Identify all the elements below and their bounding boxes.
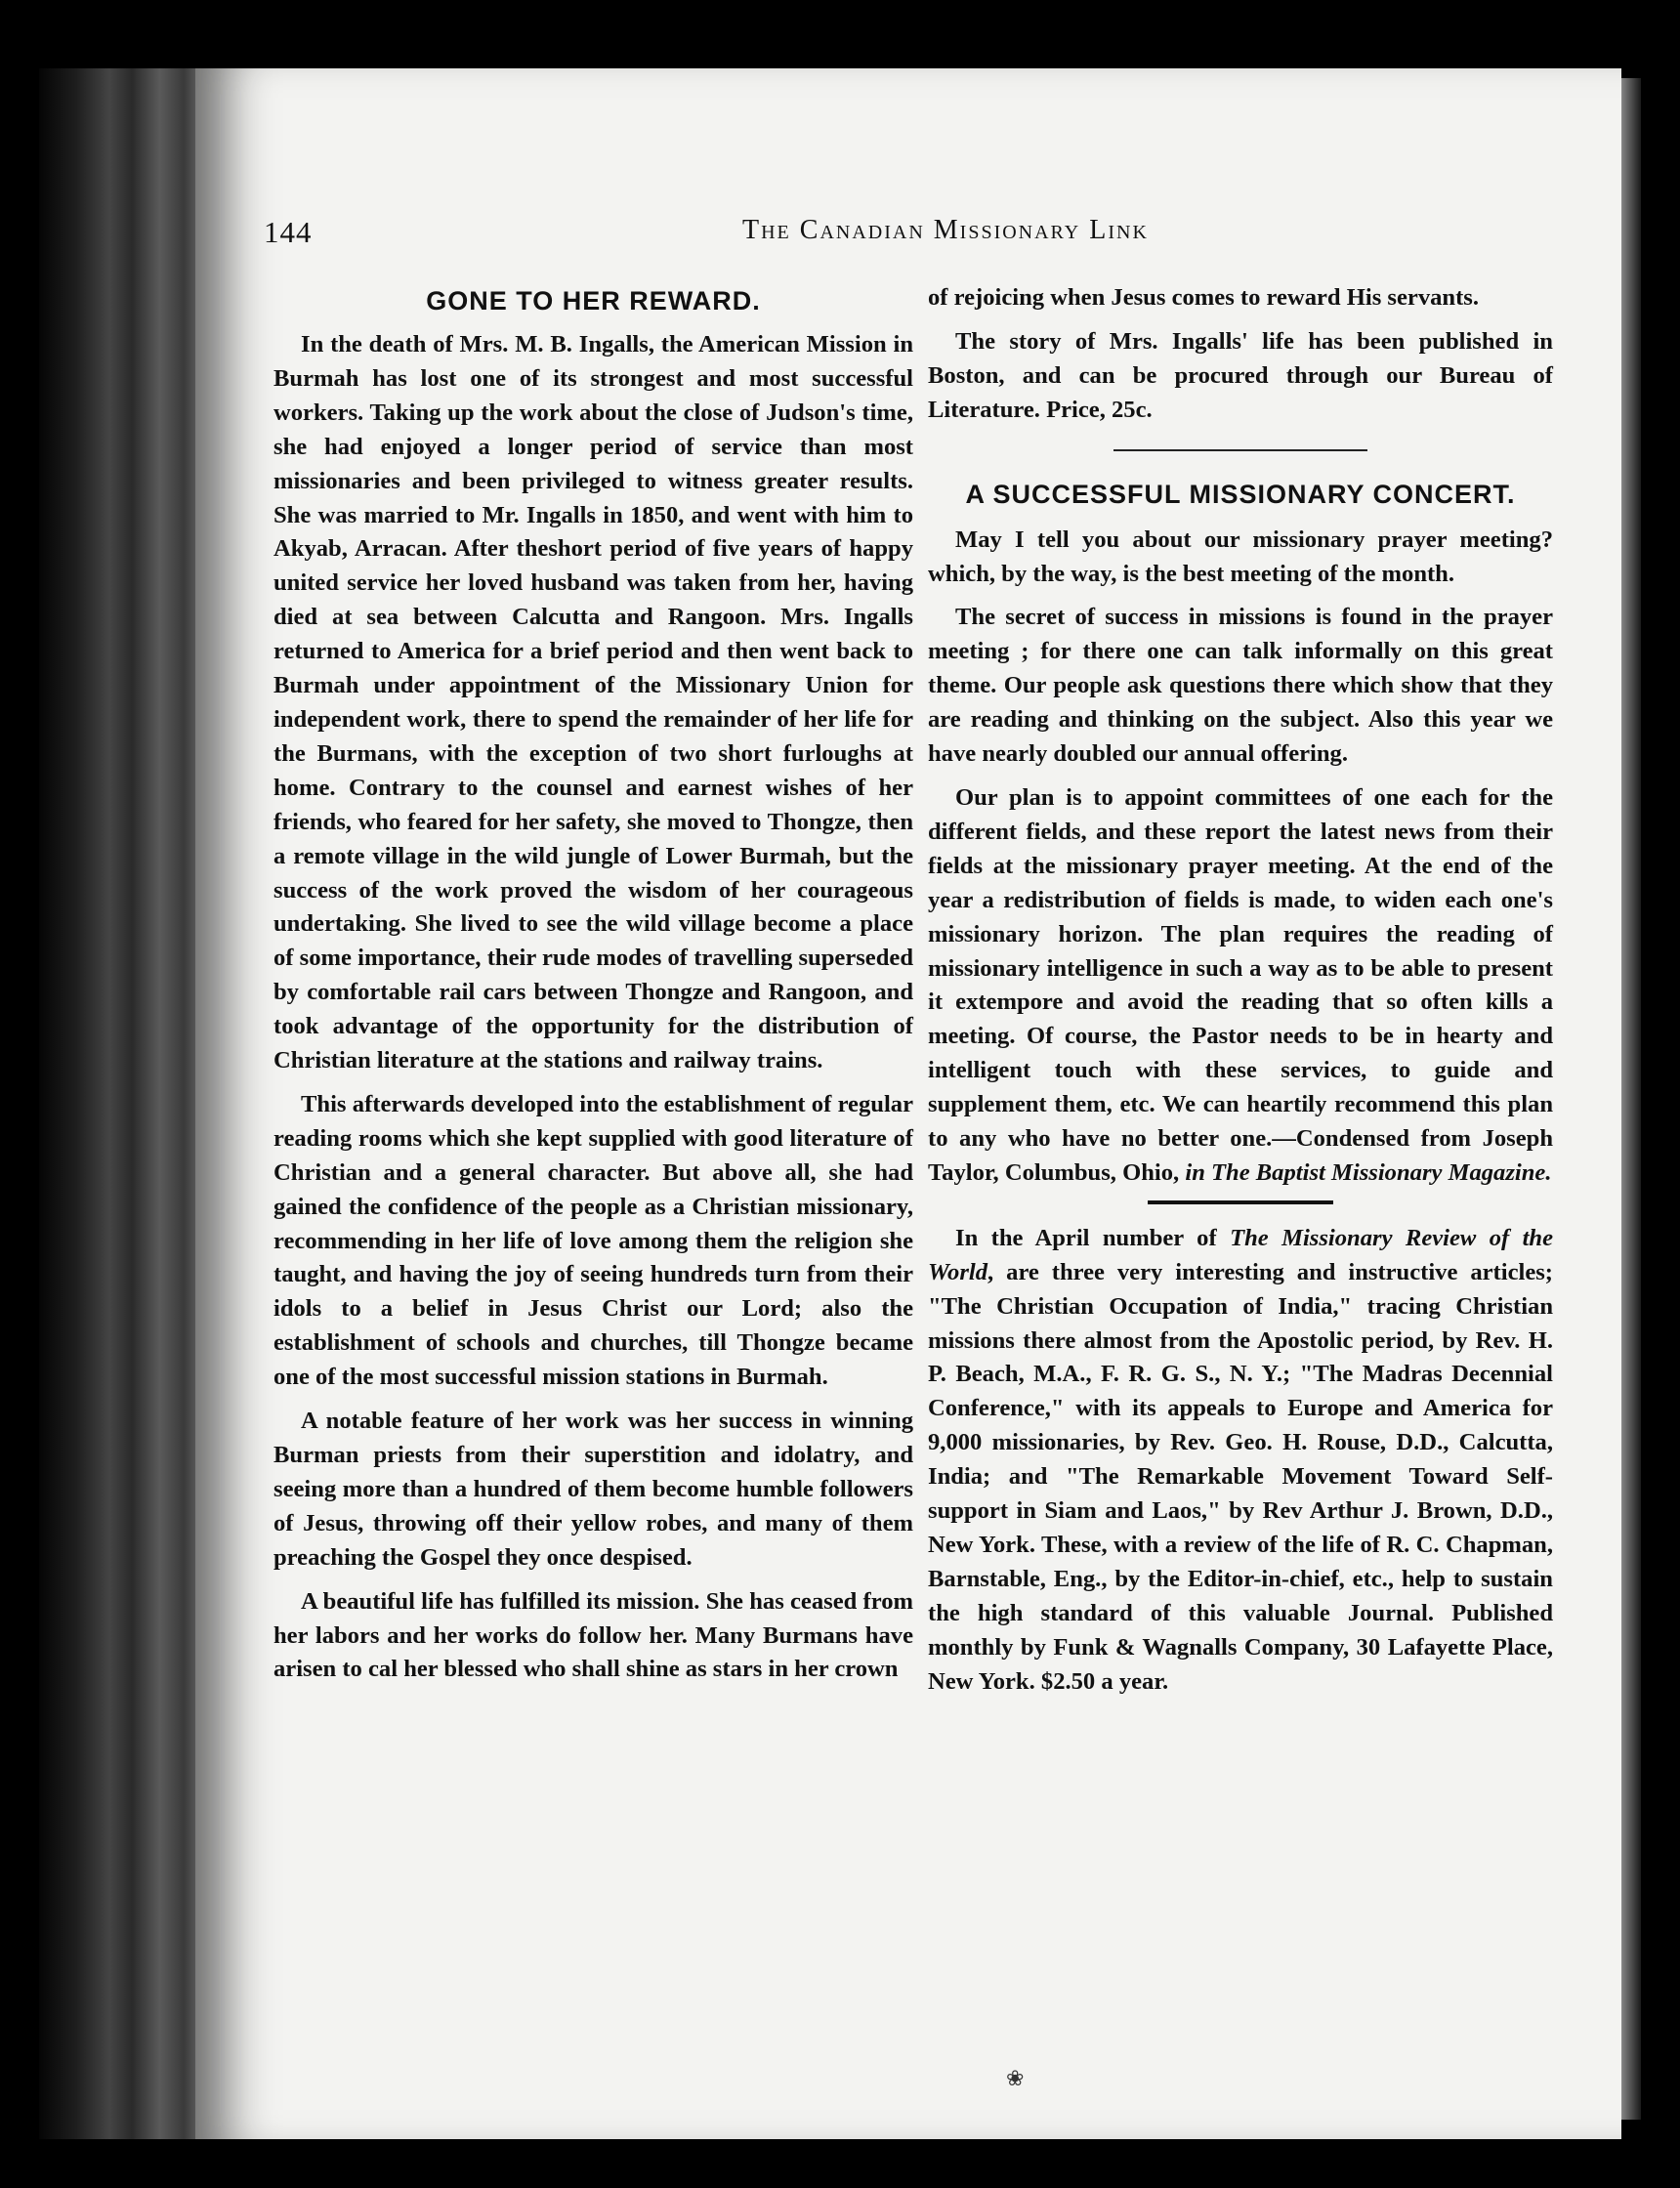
paragraph: In the death of Mrs. M. B. Ingalls, the American Mission in Burmah has lost one of its strongest and most successful workers. Taking up the work about the close of Judson's time, she had enjoyed a longer period of service than most missionaries and been privileged to witness greater results. She was married to Mr. Ingalls in 1850, and went with him to Akyab, Arracan. After theshort period of five years of happy united service her loved husband was taken from her, having died at sea between Calcutta and Rangoon. Mrs. Ingalls returned to America for a brief period and then went back to Burmah under appointment of the Missionary Union for independent work, there to spend the remainder of her life for the Burmans, with the exception of two short furloughs at home. Contrary to the counsel and earnest wishes of her friends, who feared for her safety, she moved to Thongze, then a remote village in the wild jungle of Lower Burmah, but the success of the work proved the wisdom of her courageous undertaking. She lived to see the wild village become a place of some importance, their rude modes of travelling superseded by comfortable rail cars between Thongze and Rangoon, and took advantage of the opportunity for the distribution of Christian literature at the stations and railway trains. xyxy=(273,331,913,1074)
journal-name: The Missionary Review of the World xyxy=(928,1224,1554,1285)
running-head xyxy=(264,215,1338,254)
section-divider xyxy=(1148,1200,1333,1204)
paragraph-text: , are three very interesting and instructive articles; "The Christian Occupation of India," tracing Christian missions there almost from the Apostolic period, by Rev. H. P. Beach, M.A., F. R. G. S., N. Y.; "The Madras Decennial Conference," with its appeals to Europe and America for 9,000 missionaries, by Rev. Geo. H. Rouse, D.D., Calcutta, India; and "The Remarkable Movement Toward Self-support in Siam and Laos," by Rev Arthur J. Brown, D.D., New York. These, with a review of the life of R. C. Chapman, Barnstable, Eng., by the Editor-in-chief, etc., help to sustain the high standard of this valuable Journal. Published monthly by Funk & Wagnalls Company, 30 Lafayette Place, New York. $2.50 a year. xyxy=(928,1258,1553,1695)
journal-title: The Canadian Missionary Link xyxy=(742,215,1149,245)
paragraph-text: Our plan is to appoint committees of one each for the different fields, and these report the latest news from their fields at the missionary prayer meeting. At the end of the year a redistribution of fields is made, to widen each one's missionary horizon. The plan requires the reading of missionary intelligence in such a way as to be able to present it extempore and avoid the reading that so often kills a meeting. Of course, the Pastor needs to be in hearty and intelligent touch with these services, to guide and supplement them, etc. We can heartily recommend this plan to any who have no better one.—Condensed from Joseph Taylor, Columbus, Ohio, xyxy=(928,783,1553,1186)
ink-blot: ❀ xyxy=(1006,2066,1025,2090)
paragraph-continued: of rejoicing when Jesus comes to reward His servants. xyxy=(928,284,1479,311)
article-heading-reward: GONE TO HER REWARD. xyxy=(426,286,761,316)
paragraph xyxy=(928,781,1553,1191)
right-column xyxy=(928,281,1553,1709)
source-citation: in The Baptist Missionary Magazine. xyxy=(1185,1158,1552,1186)
paragraph: A beautiful life has fulfilled its mission. She has ceased from her labors and her works do follow her. Many Burmans have arisen to cal her blessed who shall shine as stars in her crown xyxy=(273,1587,913,1683)
left-column xyxy=(273,283,913,1697)
article-heading-concert: A SUCCESSFUL MISSIONARY CONCERT. xyxy=(965,479,1516,509)
paragraph: The story of Mrs. Ingalls' life has been published in Boston, and can be procured through our Bureau of Literature. Price, 25c. xyxy=(928,327,1553,423)
paragraph xyxy=(928,1222,1553,1700)
paragraph-text: In the April number of xyxy=(955,1224,1217,1251)
paragraph: A notable feature of her work was her success in winning Burman priests from their superstition and idolatry, and seeing more than a hundred of them become humble followers of Jesus, throwing off their yellow robes, and many of them preaching the Gospel they once despised. xyxy=(273,1408,913,1571)
section-divider xyxy=(1113,449,1367,451)
paragraph: This afterwards developed into the establishment of regular reading rooms which she kept supplied with good literature of Christian and a general character. But above all, she had gained the confidence of the people as a Christian missionary, recommending in her life of love among them the religion she taught, and having the joy of seeing hundreds turn from their idols to a belief in Jesus Christ our Lord; also the establishment of schools and churches, till Thongze became one of the most successful mission stations in Burmah. xyxy=(273,1090,913,1391)
paragraph: The secret of success in missions is found in the prayer meeting ; for there one can talk informally on this great theme. Our people ask questions there which show that they are reading and thinking on the subject. Also this year we have nearly doubled our annual offering. xyxy=(928,604,1553,768)
paragraph: May I tell you about our missionary prayer meeting? which, by the way, is the best meeting of the month. xyxy=(928,526,1553,587)
page-number: 144 xyxy=(264,215,313,249)
magazine-page xyxy=(195,68,1621,2139)
